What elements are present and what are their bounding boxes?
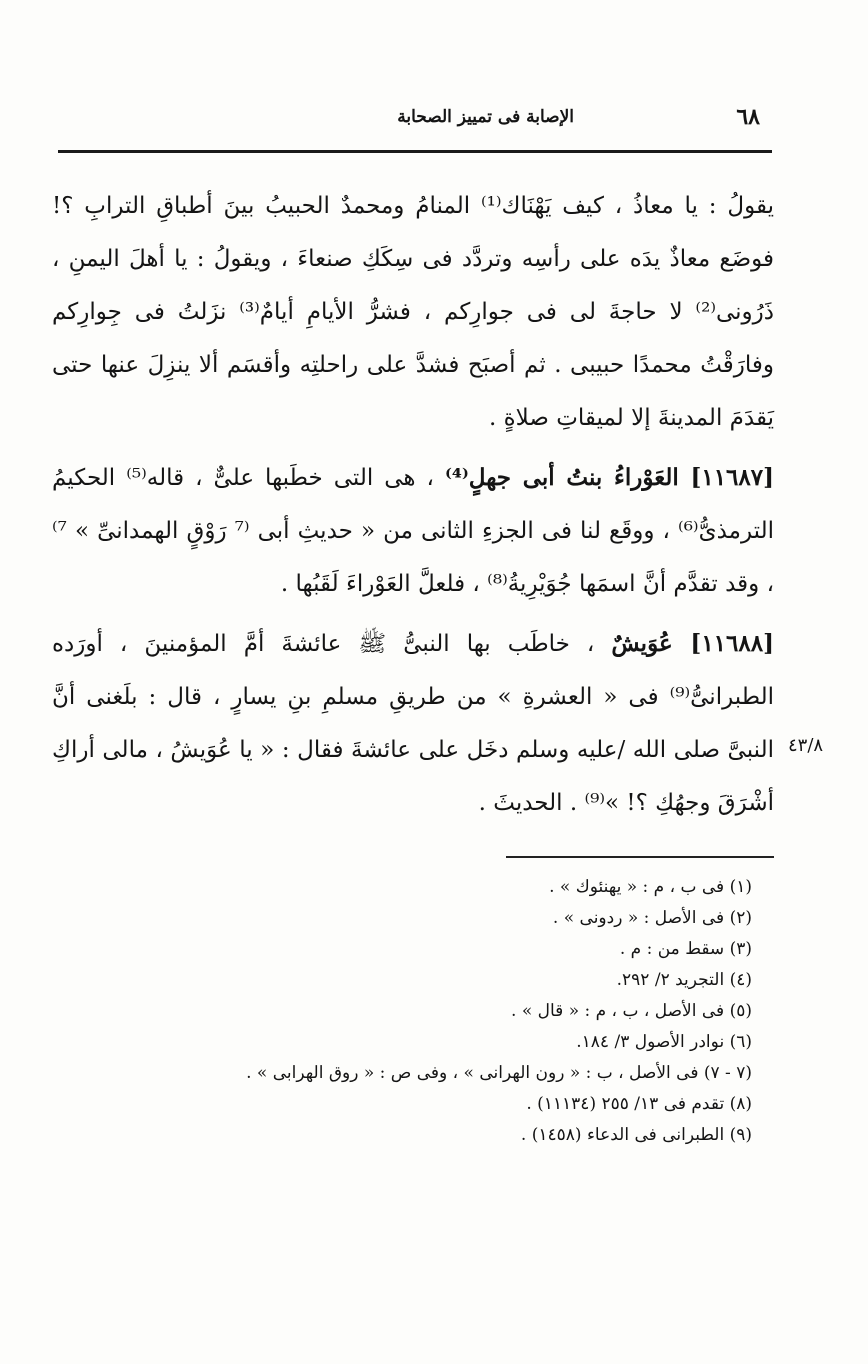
entry-heading: [١١٦٨٨] عُوَيشٌ: [611, 630, 774, 657]
footnote: (٤) التجريد ٢/ ٢٩٢.: [616, 970, 752, 990]
footnotes: [112, 872, 752, 1151]
footnote: (٦) نوادر الأصول ٣/ ١٨٤.: [576, 1032, 752, 1052]
footnote-divider: [506, 856, 774, 858]
entry-text: ، هى التى خطَبها علىٌّ ، قاله⁽⁵⁾ الحكيمُ الترمذىُّ⁽⁶⁾ ، ووقَع لنا فى الجزءِ الثانى من « حديثِ أبى ⁽⁷ رَوْقٍ الهمدانىِّ » ⁷⁾ ، وقد تقدَّم أنَّ اسمَها جُوَيْرِيةُ⁽⁸⁾ ، فلعلَّ العَوْراءَ لَقَبُها .: [52, 465, 774, 597]
paragraph-continuation: يقولُ : يا معاذُ ، كيف يَهْنَاك⁽¹⁾ المنامُ ومحمدٌ الحبيبُ بينَ أطباقِ الترابِ ؟! فوضَع معاذٌ يدَه على رأسِه وتردَّد فى سِكَكِ صنعاءَ ، ويقولُ : يا أهلَ اليمنِ ، ذَرُونى⁽²⁾ لا حاجةَ لى فى جوارِكم ، فشرُّ الأيامِ أيامٌ⁽³⁾ نزَلتُ فى جِوارِكم وفارَقْتُ محمدًا حبيبى . ثم أصبَح فشدَّ على راحلتِه وأقسَم ألا ينزِلَ عنها حتى يَقدَمَ المدينةَ إلا لميقاتِ صلاةٍ .: [52, 193, 774, 431]
footnote: (٧ - ٧) فى الأصل ، ب : « رون الهرانى » ، وفى ص : « روق الهرابى » .: [246, 1063, 752, 1083]
entry-11688: [52, 617, 774, 830]
entry-11687: [52, 451, 774, 611]
footnote: (٨) تقدم فى ١٣/ ٢٥٥ (١١١٣٤) .: [526, 1094, 752, 1114]
main-text: [52, 180, 774, 830]
page-header: [58, 104, 774, 134]
footnote: (٢) فى الأصل : « ردونى » .: [552, 908, 752, 928]
footnote: (١) فى ب ، م : « يهنئوك » .: [549, 877, 752, 897]
header-divider: [58, 150, 772, 153]
footnote: (٩) الطبرانى فى الدعاء (١٤٥٨) .: [520, 1125, 752, 1145]
footnote: (٥) فى الأصل ، ب ، م : « قال » .: [511, 1001, 752, 1021]
entry-text: ، خاطَب بها النبىُّ ﷺ عائشةَ أمَّ المؤمنينَ ، أورَده الطبرانىُّ⁽⁹⁾ فى « العشرةِ » من طريقِ مسلمِ بنِ يسارٍ ، قال : بلَغنى أنَّ النبىَّ صلى الله /عليه وسلم دخَل على عائشةَ فقال : « يا عُوَيشُ ، مالى أراكِ أشْرَقَ وجهُكِ ؟! »⁽⁹⁾ . الحديثَ .: [52, 631, 774, 816]
running-title: الإصابة فى تمييز الصحابة: [397, 107, 574, 127]
margin-reference: ٤٣/٨: [788, 735, 824, 756]
entry-heading: [١١٦٨٧] العَوْراءُ بنتُ أبى جهلٍ⁽⁴⁾: [445, 464, 775, 491]
page-number: ٦٨: [736, 104, 760, 130]
footnote: (٣) سقط من : م .: [619, 939, 752, 959]
